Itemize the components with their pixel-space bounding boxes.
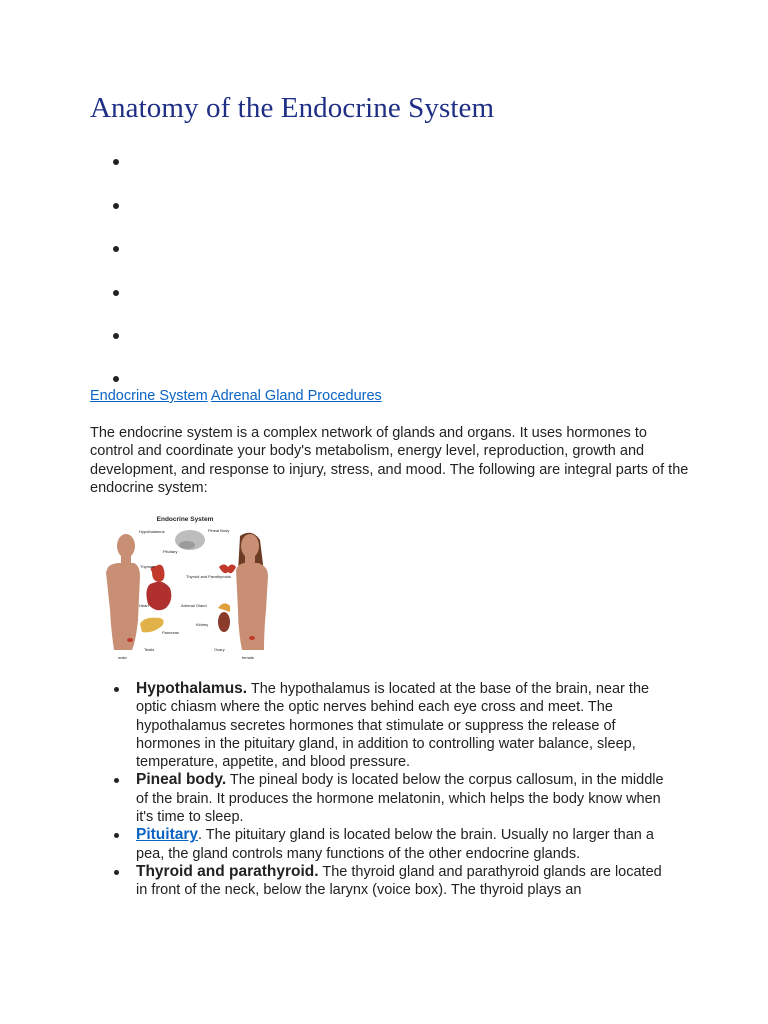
empty-bullet bbox=[113, 376, 119, 382]
label-female: female bbox=[242, 655, 255, 660]
endocrine-system-figure bbox=[104, 510, 274, 662]
testis-illustration bbox=[127, 638, 133, 642]
figure-title: Endocrine System bbox=[156, 516, 214, 523]
empty-bullet bbox=[113, 203, 119, 209]
description: The pineal body is located below the corpus callosum, in the middle of the brain. It produces the hormone melatonin, which helps the body know when it's time to sleep. bbox=[136, 772, 664, 826]
female-body bbox=[236, 533, 268, 650]
pancreas-illustration bbox=[140, 618, 164, 633]
label-thymus: Thymus bbox=[140, 564, 155, 569]
endocrine-parts-list bbox=[108, 680, 668, 900]
label-kidney: Kidney bbox=[196, 622, 209, 627]
label-male: male bbox=[118, 655, 127, 660]
pituitary-link[interactable]: Pituitary bbox=[136, 826, 199, 844]
list-item bbox=[108, 863, 668, 900]
empty-bullet bbox=[113, 290, 119, 296]
label-pineal: Pineal Body bbox=[208, 528, 230, 533]
thyroid-illustration bbox=[219, 565, 236, 574]
ovary-illustration bbox=[249, 636, 255, 640]
bullet-dot bbox=[114, 778, 119, 783]
intro-paragraph: The endocrine system is a complex network of glands and organs. It uses hormones to control and coordinate your body's metabolism, energy level, reproduction, growth and development, and response to injury, stress, and mood. The following are integral parts of the endocrine system: bbox=[90, 425, 689, 496]
adrenal-illustration bbox=[218, 603, 230, 612]
bullet-dot bbox=[114, 833, 119, 838]
description: The thyroid gland and parathyroid glands are located in front of the neck, below the larynx (voice box). The thyroid plays an bbox=[136, 863, 662, 899]
label-adrenal: Adrenal Gland bbox=[181, 603, 207, 608]
term-pineal-body: Pineal body. bbox=[136, 771, 227, 789]
bullet-dot bbox=[114, 687, 119, 692]
empty-bullet bbox=[113, 159, 119, 165]
kidney-illustration bbox=[218, 612, 230, 632]
label-thyroid: Thyroid and Parathyroids bbox=[186, 574, 231, 579]
label-pituitary: Pituitary bbox=[163, 549, 178, 554]
label-testis: Testis bbox=[144, 647, 155, 652]
description: The hypothalamus is located at the base of the brain, near the optic chiasm where the optic nerves behind each eye cross and meet. The hypothalamus secretes hormones that stimulate or suppress the release of hormones in the pituitary gland, in addition to controlling water balance, sleep, temperature, appetite, and blood pressure. bbox=[136, 681, 650, 771]
bullet-dot bbox=[114, 870, 119, 875]
label-heart: Heart bbox=[139, 603, 149, 608]
empty-bullet bbox=[113, 333, 119, 339]
list-item bbox=[108, 771, 668, 826]
term-hypothalamus: Hypothalamus. bbox=[136, 680, 248, 697]
list-item bbox=[108, 680, 668, 771]
label-pancreas: Pancreas bbox=[162, 630, 179, 635]
description: . The pituitary gland is located below the brain. Usually no larger than a pea, the gland controls many functions of the other endocrine glands. bbox=[136, 827, 654, 862]
heart-illustration bbox=[146, 582, 171, 611]
endocrine-system-link[interactable]: Endocrine System bbox=[90, 388, 208, 404]
empty-bullet bbox=[113, 246, 119, 252]
page-title: Anatomy of the Endocrine System bbox=[90, 92, 495, 124]
label-hypothalamus: Hypothalamus bbox=[139, 529, 165, 534]
label-ovary: Ovary bbox=[214, 647, 225, 652]
list-item bbox=[108, 826, 668, 863]
related-links bbox=[90, 388, 382, 404]
adrenal-gland-procedures-link[interactable]: Adrenal Gland Procedures bbox=[210, 388, 382, 404]
male-body bbox=[106, 534, 140, 650]
term-thyroid-parathyroid: Thyroid and parathyroid. bbox=[136, 862, 319, 880]
